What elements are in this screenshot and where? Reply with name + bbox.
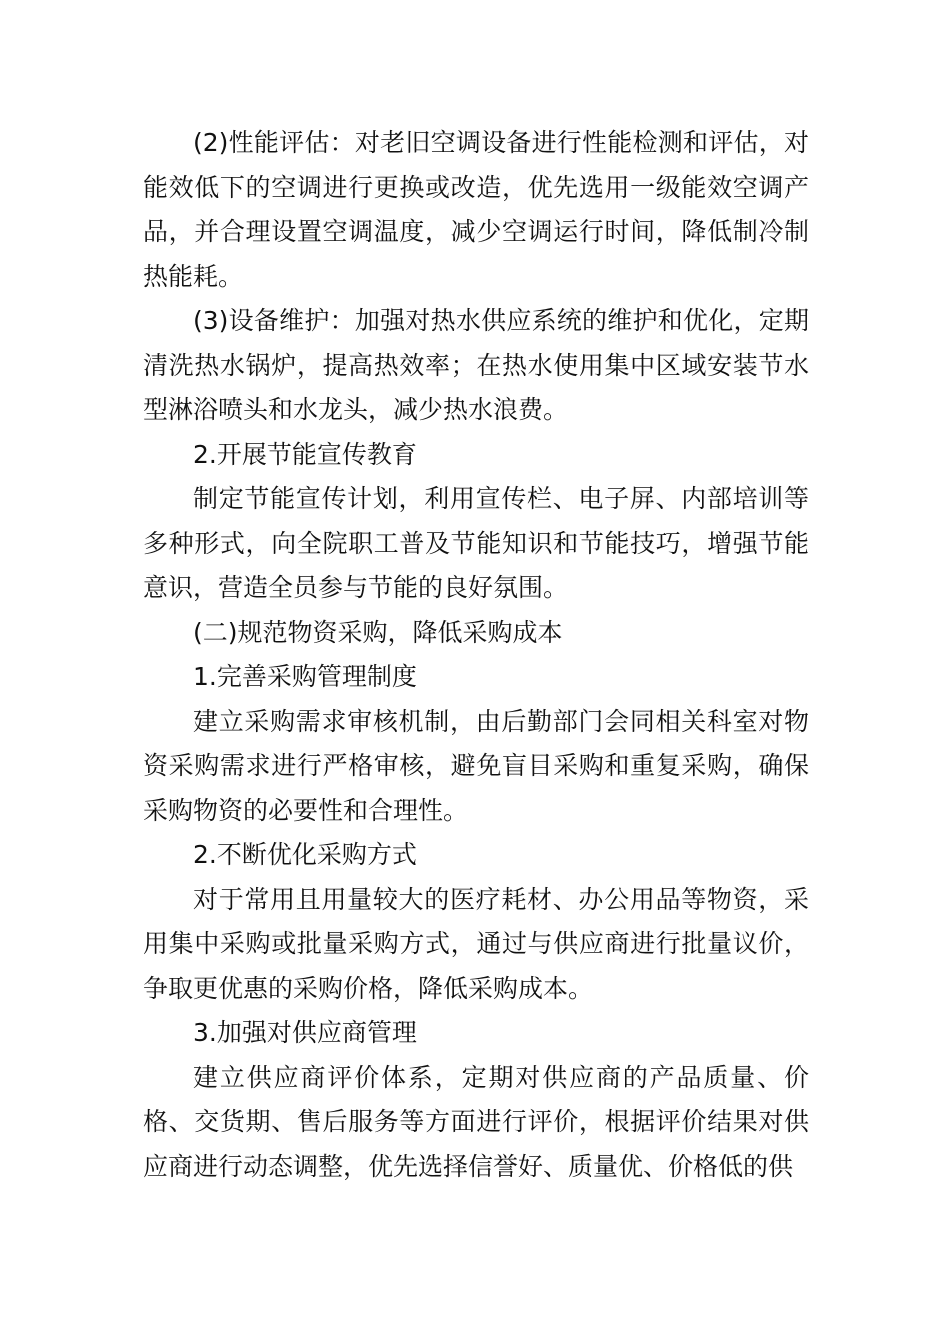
heading-energy-saving-education: 2.开展节能宣传教育 — [193, 439, 417, 469]
heading-standardize-procurement: (二)规范物资采购，降低采购成本 — [193, 617, 563, 647]
paragraph-supplier-management: 建立供应商评价体系，定期对供应商的产品质量、价格、交货期、售后服务等方面进行评价，根据评价结果对供应商进行动态调整，优先选择信誉好、质量优、价格低的供 — [143, 1062, 809, 1181]
paragraph-equipment-maintenance: (3)设备维护：加强对热水供应系统的维护和优化，定期清洗热水锅炉，提高热效率；在热水使用集中区域安装节水型淋浴喷头和水龙头，减少热水浪费。 — [143, 306, 809, 424]
paragraph-procurement-methods: 对于常用且用量较大的医疗耗材、办公用品等物资，采用集中采购或批量采购方式，通过与供应商进行批量议价，争取更优惠的采购价格，降低采购成本。 — [143, 884, 809, 1003]
paragraph-energy-saving-education: 制定节能宣传计划，利用宣传栏、电子屏、内部培训等多种形式，向全院职工普及节能知识和节能技巧，增强节能意识，营造全员参与节能的良好氛围。 — [143, 484, 809, 602]
heading-supplier-management: 3.加强对供应商管理 — [193, 1018, 417, 1047]
heading-procurement-system: 1.完善采购管理制度 — [193, 662, 417, 691]
heading-procurement-methods: 2.不断优化采购方式 — [193, 840, 417, 869]
paragraph-procurement-system: 建立采购需求审核机制，由后勤部门会同相关科室对物资采购需求进行严格审核，避免盲目采购和重复采购，确保采购物资的必要性和合理性。 — [143, 706, 809, 825]
document-body — [143, 121, 809, 1189]
paragraph-performance-evaluation: (2)性能评估：对老旧空调设备进行性能检测和评估，对能效低下的空调进行更换或改造，优先选用一级能效空调产品，并合理设置空调温度，减少空调运行时间，降低制冷制热能耗。 — [143, 128, 809, 291]
